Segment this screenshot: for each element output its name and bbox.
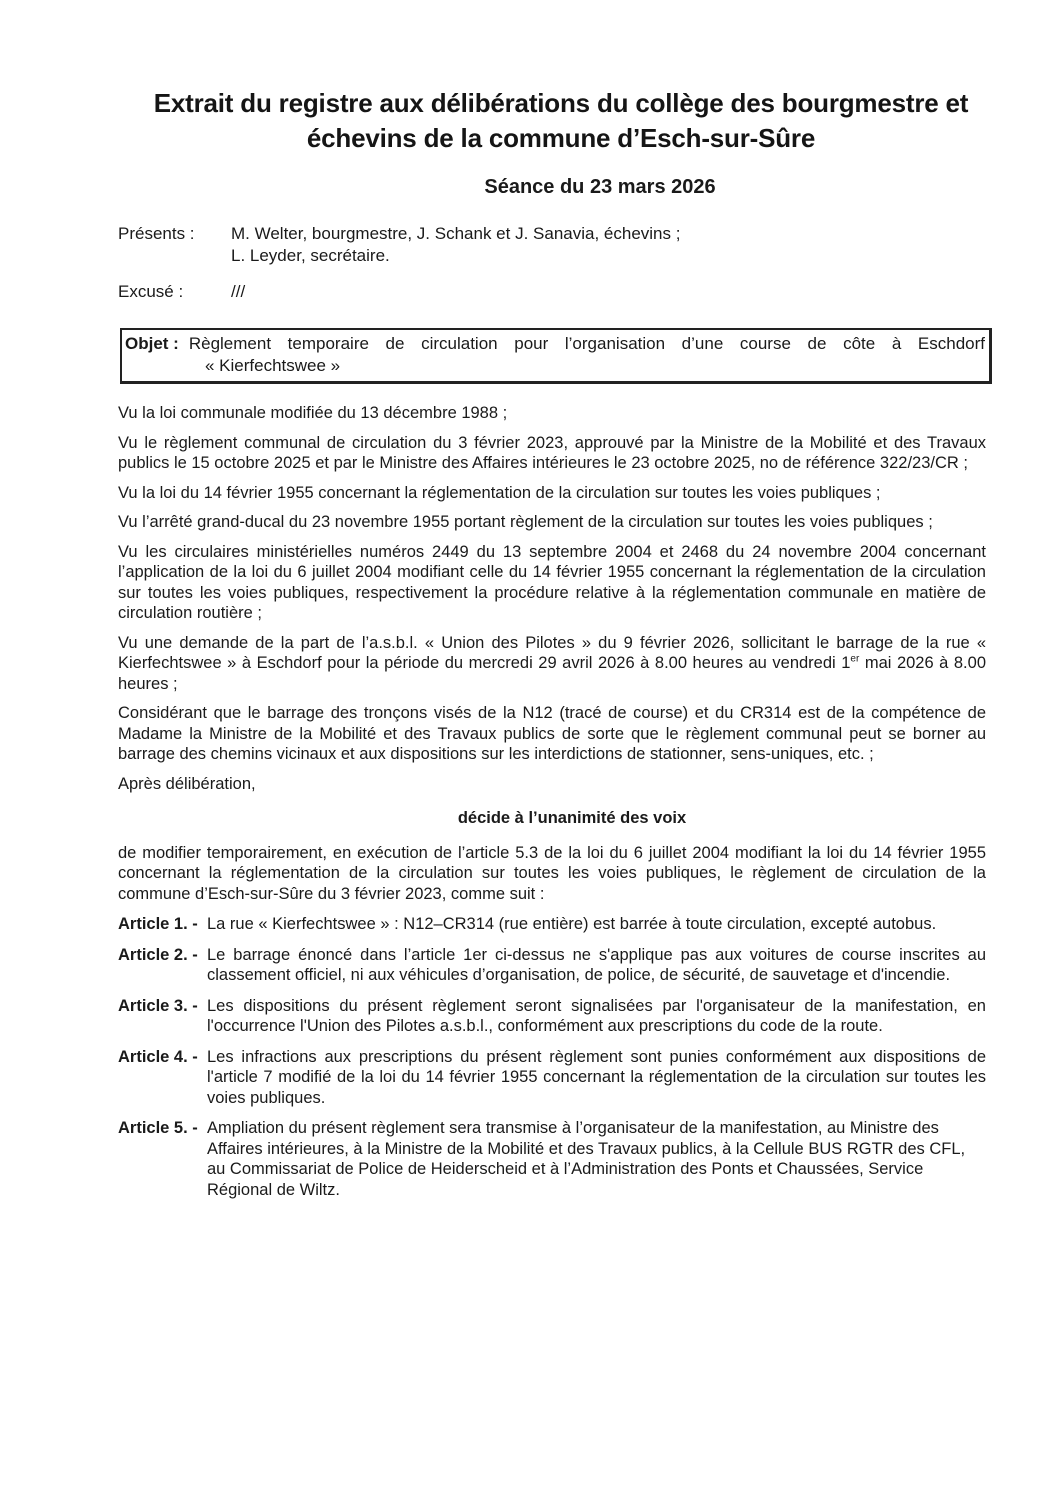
article-text: Le barrage énoncé dans l’article 1er ci-dessus ne s'applique pas aux voitures de course inscrites au classement officiel, ni aux véhicules d’organisation, de police, de sécurité, de sauvetage et d'incendie. bbox=[207, 945, 986, 984]
article-5 bbox=[118, 1118, 986, 1200]
presents-row bbox=[118, 223, 986, 267]
article-text: Les dispositions du présent règlement seront signalisées par l'organisateur de la manifestation, en l'occurrence l'Union des Pilotes a.s.b.l., conformément aux prescriptions du code de la route. bbox=[207, 996, 986, 1035]
presents-label: Présents : bbox=[118, 224, 195, 243]
consideration-paragraph: Vu l’arrêté grand-ducal du 23 novembre 1955 portant règlement de la circulation sur toutes les voies publiques ; bbox=[118, 513, 933, 531]
modification-paragraph: de modifier temporairement, en exécution de l’article 5.3 de la loi du 6 juillet 2004 modifiant la loi du 14 février 1955 concernant la réglementation de la circulation sur toutes les voies publiques, le règlement de circulation de la commune d’Esch-sur-Sûre du 3 février 2023, comme suit : bbox=[118, 843, 986, 903]
after-deliberation: Après délibération, bbox=[118, 774, 256, 793]
subject-line-1: Règlement temporaire de circulation pour l’organisation d’une course de côte à Eschdorf bbox=[188, 334, 985, 353]
article-label: Article 4. - bbox=[118, 1047, 198, 1066]
document-title: Extrait du registre aux délibérations du collège des bourgmestre et échevins de la commune d’Esch-sur-Sûre bbox=[153, 88, 969, 153]
consideration-paragraph: Vu la loi communale modifiée du 13 décembre 1988 ; bbox=[118, 404, 508, 422]
excuse-value: /// bbox=[231, 282, 246, 301]
excuse-row bbox=[118, 281, 986, 303]
attendance-block bbox=[118, 223, 986, 303]
request-text-2: mai 2026 à 8.00 heures ; bbox=[118, 654, 986, 693]
article-text: Ampliation du présent règlement sera transmise à l’organisateur de la manifestation, au Ministre des Affaires intérieures, à la Ministre de la Mobilité et des Travaux publics, à la Cellule BUS RGTR des CFL, au Commissariat de Police de Heiderscheid et à l’Administration des Ponts et Chaussées, Service Régional de Wiltz. bbox=[207, 1119, 966, 1199]
consideration-paragraph: Vu les circulaires ministérielles numéros 2449 du 13 septembre 2004 et 2468 du 24 novembre 2004 concernant l’application de la loi du 6 juillet 2004 modifiant celle du 14 février 1955 concernant la réglementation de la circulation sur toutes les voies publiques, respectivement la procédure relative à la réglementation communale en matière de circulation routière ; bbox=[118, 542, 986, 622]
request-superscript: er bbox=[850, 653, 860, 665]
article-2 bbox=[118, 945, 986, 986]
article-label: Article 2. - bbox=[118, 945, 198, 964]
article-label: Article 3. - bbox=[118, 996, 198, 1015]
subject-box bbox=[120, 328, 992, 384]
article-label: Article 1. - bbox=[118, 915, 198, 933]
excuse-label: Excusé : bbox=[118, 282, 184, 301]
presents-list bbox=[231, 223, 680, 267]
request-text-1: Vu une demande de la part de l’a.s.b.l. « Union des Pilotes » du 9 février 2026, sollicitant le barrage de la rue « Kierfechtswee » à Eschdorf pour la période du mercredi 29 avril 2026 à 8.00 heures au vendredi 1 bbox=[118, 633, 986, 672]
article-text: Les infractions aux prescriptions du présent règlement sont punies conformément aux dispositions de l'article 7 modifié de la loi du 14 février 1955 concernant la réglementation de la circulation sur toutes les voies publiques. bbox=[207, 1047, 986, 1107]
decision-heading: décide à l’unanimité des voix bbox=[457, 809, 687, 827]
subject-label: Objet : bbox=[125, 334, 179, 353]
article-1 bbox=[118, 914, 986, 935]
presents-line-2: L. Leyder, secrétaire. bbox=[231, 246, 390, 265]
considering-paragraph: Considérant que le barrage des tronçons visés de la N12 (tracé de course) et du CR314 est de la compétence de Madame la Ministre de la Mobilité et des Travaux publics de sorte que le règlement communal peut se borner au barrage des chemins vicinaux et aux dispositions sur les interdictions de stationner, sens-uniques, etc. ; bbox=[118, 704, 986, 763]
session-date: Séance du 23 mars 2026 bbox=[484, 176, 716, 198]
article-text: La rue « Kierfechtswee » : N12–CR314 (rue entière) est barrée à toute circulation, excepté autobus. bbox=[207, 915, 937, 933]
consideration-paragraph: Vu la loi du 14 février 1955 concernant la réglementation de la circulation sur toutes les voies publiques ; bbox=[118, 483, 881, 502]
presents-line-1: M. Welter, bourgmestre, J. Schank et J. Sanavia, échevins ; bbox=[231, 224, 681, 243]
article-4 bbox=[118, 1047, 986, 1109]
consideration-paragraph: Vu le règlement communal de circulation du 3 février 2023, approuvé par la Ministre de la Mobilité et des Travaux publics le 15 octobre 2025 et par le Ministre des Affaires intérieures le 23 octobre 2025, no de référence 322/23/CR ; bbox=[118, 433, 986, 472]
article-3 bbox=[118, 996, 986, 1037]
subject-line-2: « Kierfechtswee » bbox=[205, 356, 341, 375]
article-label: Article 5. - bbox=[118, 1119, 198, 1137]
document-body bbox=[118, 403, 986, 1200]
request-paragraph bbox=[118, 633, 986, 695]
